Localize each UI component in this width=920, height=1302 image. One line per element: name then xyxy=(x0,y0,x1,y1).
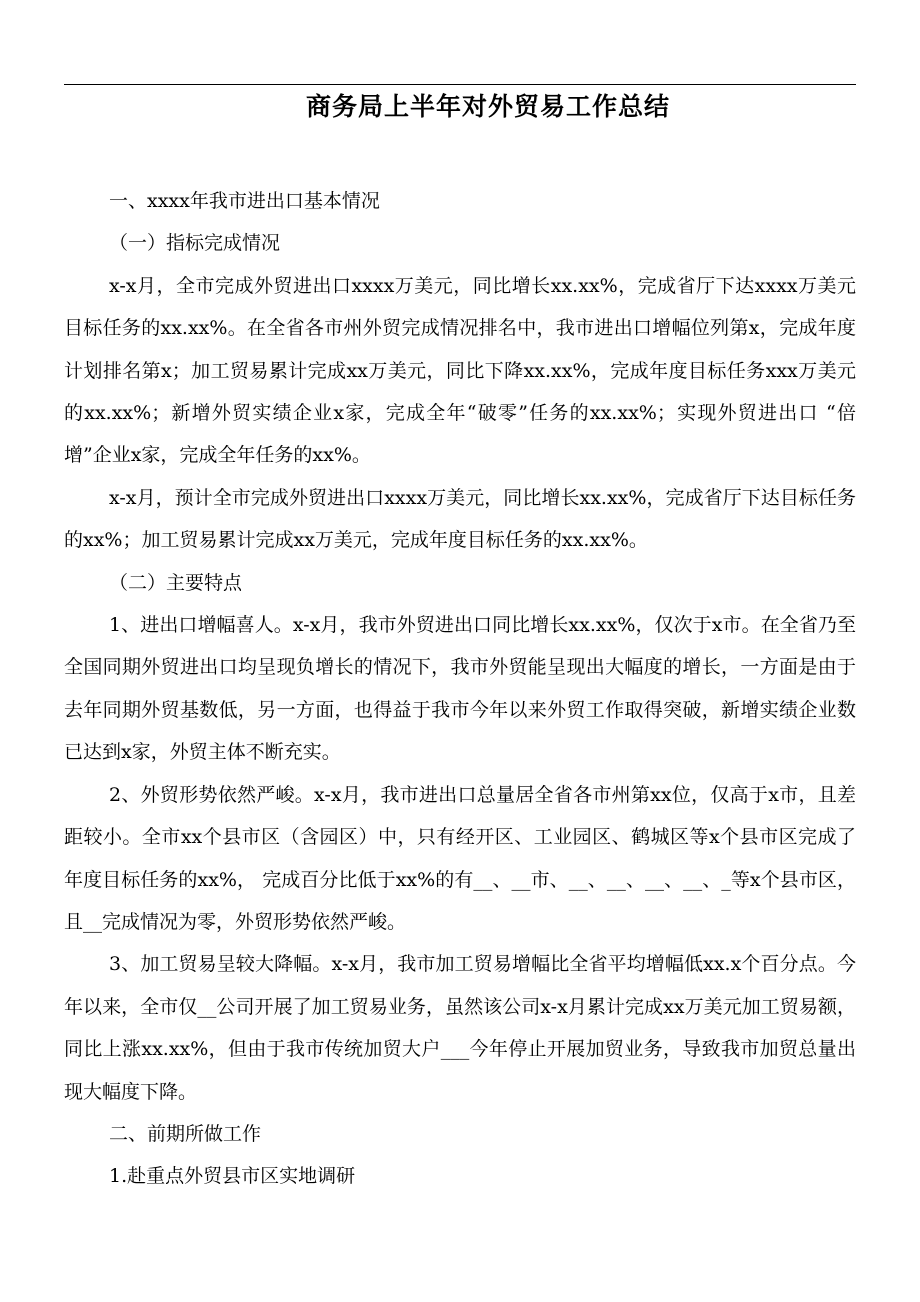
paragraph: x-x月，全市完成外贸进出口xxxx万美元，同比增长xx.xx%，完成省厅下达xxxx万美元目标任务的xx.xx%。在全省各市州外贸完成情况排名中，我市进出口增幅位列第x，完成年度计划排名第x；加工贸易累计完成xx万美元，同比下降xx.xx%，完成年度目标任务xxx万美元的xx.xx%；新增外贸实绩企业x家，完成全年“破零”任务的xx.xx%；实现外贸进出口 “倍增”企业x家，完成全年任务的xx%。 xyxy=(64,274,856,467)
paragraph: x-x月，预计全市完成外贸进出口xxxx万美元，同比增长xx.xx%，完成省厅下达目标任务的xx%；加工贸易累计完成xx万美元，完成年度目标任务的xx.xx%。 xyxy=(64,486,856,552)
subsection-heading-1: （一）指标完成情况 xyxy=(109,232,281,255)
document-title: 商务局上半年对外贸易工作总结 xyxy=(305,92,670,121)
paragraph: 2、外贸形势依然严峻。x-x月，我市进出口总量居全省各市州第xx位，仅高于x市，且差距较小。全市xx个县市区（含园区）中，只有经开区、工业园区、鹤城区等x个县市区完成了年度目标任务的xx%， 完成百分比低于xx%的有__、__市、__、__、__、__、_等x个县市区，且__完成情况为零，外贸形势依然严峻。 xyxy=(64,783,856,933)
paragraph: 1、进出口增幅喜人。x-x月，我市外贸进出口同比增长xx.xx%，仅次于x市。在全省乃至全国同期外贸进出口均呈现负增长的情况下，我市外贸能呈现出大幅度的增长，一方面是由于去年同期外贸基数低，另一方面，也得益于我市今年以来外贸工作取得突破，新增实绩企业数已达到x家，外贸主体不断充实。 xyxy=(64,614,856,764)
subsection-heading-2: （二）主要特点 xyxy=(109,571,243,594)
list-item: 1.赴重点外贸县市区实地调研 xyxy=(109,1165,356,1188)
section-heading-1: 一、xxxx年我市进出口基本情况 xyxy=(109,190,380,212)
paragraph: 3、加工贸易呈较大降幅。x-x月，我市加工贸易增幅比全省平均增幅低xx.x个百分点。今年以来，全市仅__公司开展了加工贸易业务，虽然该公司x-x月累计完成xx万美元加工贸易额，同比上涨xx.xx%，但由于我市传统加贸大户___今年停止开展加贸业务，导致我市加贸总量出现大幅度下降。 xyxy=(64,953,856,1103)
document-body xyxy=(64,180,856,1198)
header-rule xyxy=(64,84,856,85)
section-heading-2: 二、前期所做工作 xyxy=(109,1122,262,1145)
